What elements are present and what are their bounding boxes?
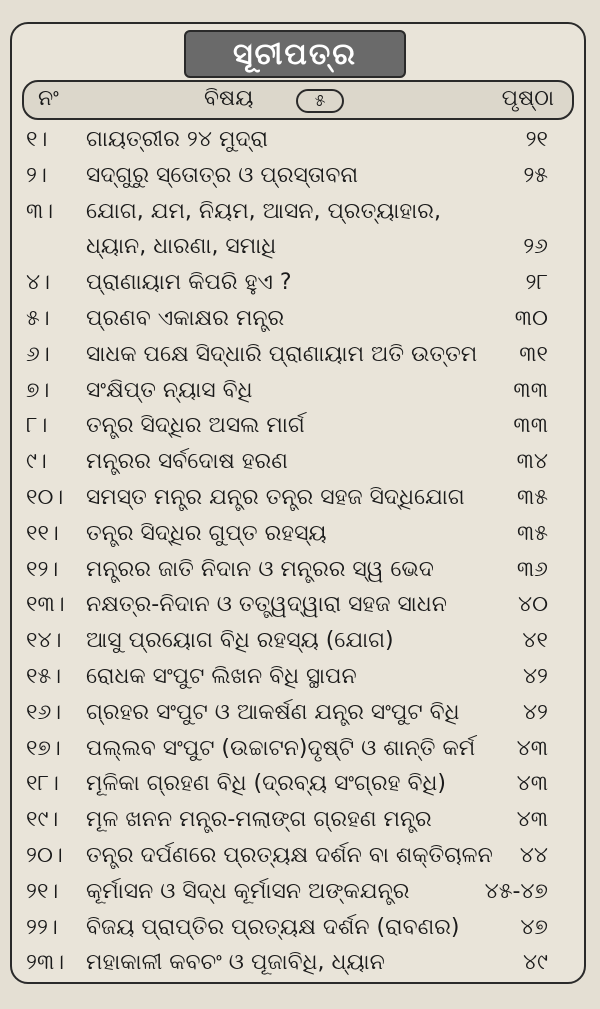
- entry-num: ୧୮।: [26, 771, 59, 797]
- entry-subject: କୂର୍ମାସନ ଓ ସିଦ୍ଧ କୂର୍ମାସନ ଅଙ୍କଯନ୍ତ୍ର: [86, 878, 410, 904]
- entry-page: ୪୪: [519, 842, 548, 868]
- entry-num: ୭।: [26, 377, 50, 403]
- entry-subject: ପ୍ରଣବ ଏକାକ୍ଷର ମନ୍ତ୍ର: [86, 305, 285, 331]
- list-item: [0, 838, 600, 874]
- entry-page: ୪୩: [516, 807, 548, 833]
- entry-num: ୧୩।: [26, 592, 65, 618]
- entry-num: ୫।: [26, 305, 50, 331]
- list-item: [0, 229, 600, 265]
- entry-page: ୩୪: [516, 449, 548, 475]
- entry-subject: ଧ୍ୟାନ, ଧାରଣା, ସମାଧି: [86, 234, 277, 260]
- header-volume-badge: ୫: [296, 89, 344, 113]
- list-item: [0, 552, 600, 588]
- list-item: [0, 945, 600, 981]
- entry-num: ୧୭।: [26, 735, 61, 761]
- entry-subject: ତନ୍ତ୍ର ସିଦ୍ଧିର ଗୁପ୍ତ ରହସ୍ୟ: [86, 520, 327, 546]
- entry-page: ୪୨: [522, 663, 548, 689]
- entry-num: ୧୦।: [26, 484, 64, 510]
- list-item: [0, 516, 600, 552]
- entry-page: ୪୯: [522, 950, 548, 976]
- title-banner: [184, 30, 406, 78]
- entry-num: ୧୫।: [26, 663, 62, 689]
- entry-page: ୨୧: [525, 127, 548, 152]
- entry-subject: ତନ୍ତ୍ର ଦର୍ପଣରେ ପ୍ରତ୍ୟକ୍ଷ ଦର୍ଶନ ବା ଶକ୍ତିଚାଳନ: [86, 842, 493, 868]
- list-item: [0, 874, 600, 910]
- list-item: [0, 337, 600, 373]
- entry-num: ୧।: [26, 127, 48, 152]
- list-item: [0, 265, 600, 301]
- entry-num: ୧୨।: [26, 556, 59, 582]
- entry-num: ୧୬।: [26, 699, 62, 725]
- list-item: [0, 122, 600, 158]
- entry-num: ୧୪।: [26, 628, 62, 654]
- entry-num: ୨୨।: [26, 914, 58, 940]
- list-item: [0, 444, 600, 480]
- table-header: [22, 80, 574, 120]
- entry-subject: ମନ୍ତ୍ରର ଜାତି ନିଦାନ ଓ ମନ୍ତ୍ରର ସ୍ୱ ଭେଦ: [86, 556, 434, 582]
- list-item: [0, 731, 600, 767]
- entry-page: ୩୦: [514, 305, 548, 331]
- entry-subject: ସଦ୍‌ଗୁରୁ ସ୍ତୋତ୍ର ଓ ପ୍ରସ୍ତାବନା: [86, 162, 359, 188]
- entry-page: ୨୫: [523, 162, 548, 188]
- entry-num: ୨୦।: [26, 842, 63, 868]
- entry-subject: ଯୋଗ, ଯମ, ନିୟମ, ଆସନ, ପ୍ରତ୍ୟାହାର,: [86, 198, 441, 224]
- list-item: [0, 766, 600, 802]
- entry-num: ୯।: [26, 449, 47, 475]
- list-item: [0, 194, 600, 230]
- entry-subject: ଗାୟତ୍ରୀର ୨୪ ମୁଦ୍ରା: [86, 127, 269, 152]
- entry-subject: ପଲ୍ଲବ ସଂପୁଟ (ଉଚ୍ଚାଟନ)ଦୃଷ୍ଟି ଓ ଶାନ୍ତି କର୍ମ: [86, 735, 476, 761]
- entry-page: ୪୨: [522, 699, 548, 725]
- entry-subject: ସଂକ୍ଷିପ୍ତ ନ୍ୟାସ ବିଧି: [86, 377, 253, 403]
- entry-subject: ପ୍ରାଣାୟାମ କିପରି ହୁଏ ?: [86, 270, 292, 296]
- list-item: [0, 695, 600, 731]
- list-item: [0, 587, 600, 623]
- entry-page: ୪୫-୪୭: [484, 878, 548, 904]
- entry-subject: ମୂଳ ଖନନ ମନ୍ତ୍ର-ମଲାଙ୍ଗ ଗ୍ରହଣ ମନ୍ତ୍ର: [86, 807, 432, 833]
- entry-page: ୪୩: [516, 735, 548, 761]
- entry-page: ୩୩: [513, 413, 548, 439]
- contents-list: [0, 122, 600, 981]
- entry-num: ୨।: [26, 162, 47, 188]
- list-item: [0, 910, 600, 946]
- list-item: [0, 480, 600, 516]
- entry-page: ୪୦: [517, 592, 548, 618]
- entry-page: ୩୬: [516, 556, 548, 582]
- list-item: [0, 659, 600, 695]
- list-item: [0, 408, 600, 444]
- list-item: [0, 301, 600, 337]
- entry-page: ୩୩: [513, 377, 548, 403]
- entry-num: ୬।: [26, 341, 50, 367]
- entry-page: ୪୧: [522, 628, 548, 654]
- entry-num: ୩।: [26, 198, 54, 224]
- entry-num: ୨୩।: [26, 950, 65, 976]
- entry-num: ୧୧।: [26, 520, 59, 546]
- entry-subject: ନକ୍ଷତ୍ର-ନିଦାନ ଓ ତତ୍ତ୍ୱଦ୍ୱାରା ସହଜ ସାଧନ: [86, 592, 447, 618]
- page-title: ସୂଚୀପତ୍ର: [233, 36, 357, 72]
- list-item: [0, 623, 600, 659]
- entry-num: ୨୧।: [26, 878, 59, 904]
- list-item: [0, 802, 600, 838]
- entry-page: ୩୫: [516, 520, 548, 546]
- entry-subject: ରୋଧକ ସଂପୁଟ ଲିଖନ ବିଧି ସ୍ଥାପନ: [86, 663, 357, 689]
- list-item: [0, 373, 600, 409]
- entry-page: ୪୩: [516, 771, 548, 797]
- entry-page: ୪୭: [520, 914, 548, 940]
- entry-subject: ମନ୍ତ୍ରର ସର୍ବଦୋଷ ହରଣ: [86, 449, 288, 475]
- list-item: [0, 158, 600, 194]
- entry-subject: ସାଧକ ପକ୍ଷେ ସିଦ୍ଧାରି ପ୍ରାଣାୟାମ ଅତି ଉତ୍ତମ: [86, 341, 478, 367]
- entry-num: ୧୯।: [26, 807, 59, 833]
- entry-subject: ଆସୁ ପ୍ରୟୋଗ ବିଧି ରହସ୍ୟ (ଯୋଗ): [86, 628, 394, 654]
- entry-subject: ବିଜୟ ପ୍ରାପ୍ତିର ପ୍ରତ୍ୟକ୍ଷ ଦର୍ଶନ (ରାବଣର): [86, 914, 460, 940]
- entry-num: ୮।: [26, 413, 48, 439]
- entry-page: ୩୫: [516, 484, 548, 510]
- entry-subject: ଗ୍ରହର ସଂପୁଟ ଓ ଆକର୍ଷଣ ଯନ୍ତ୍ର ସଂପୁଟ ବିଧି: [86, 699, 460, 725]
- entry-page: ୩୧: [519, 341, 548, 367]
- header-page: ପୃଷ୍ଠା: [501, 86, 554, 111]
- header-number: ନଂ: [38, 86, 59, 111]
- entry-subject: ସମସ୍ତ ମନ୍ତ୍ର ଯନ୍ତ୍ର ତନ୍ତ୍ର ସହଜ ସିଦ୍ଧିଯୋଗ: [86, 484, 465, 510]
- entry-subject: ମୂଳିକା ଗ୍ରହଣ ବିଧି (ଦ୍ରବ୍ୟ ସଂଗ୍ରହ ବିଧି): [86, 771, 446, 797]
- entry-page: ୨୮: [525, 270, 548, 296]
- header-subject: ବିଷୟ: [204, 86, 254, 111]
- entry-num: ୪।: [26, 270, 51, 296]
- entry-subject: ତନ୍ତ୍ର ସିଦ୍ଧିର ଅସଲ ମାର୍ଗ: [86, 413, 305, 439]
- entry-page: ୨୬: [523, 234, 548, 260]
- entry-subject: ମହାକାଳୀ କବଚଂ ଓ ପୂଜାବିଧି, ଧ୍ୟାନ: [86, 950, 385, 976]
